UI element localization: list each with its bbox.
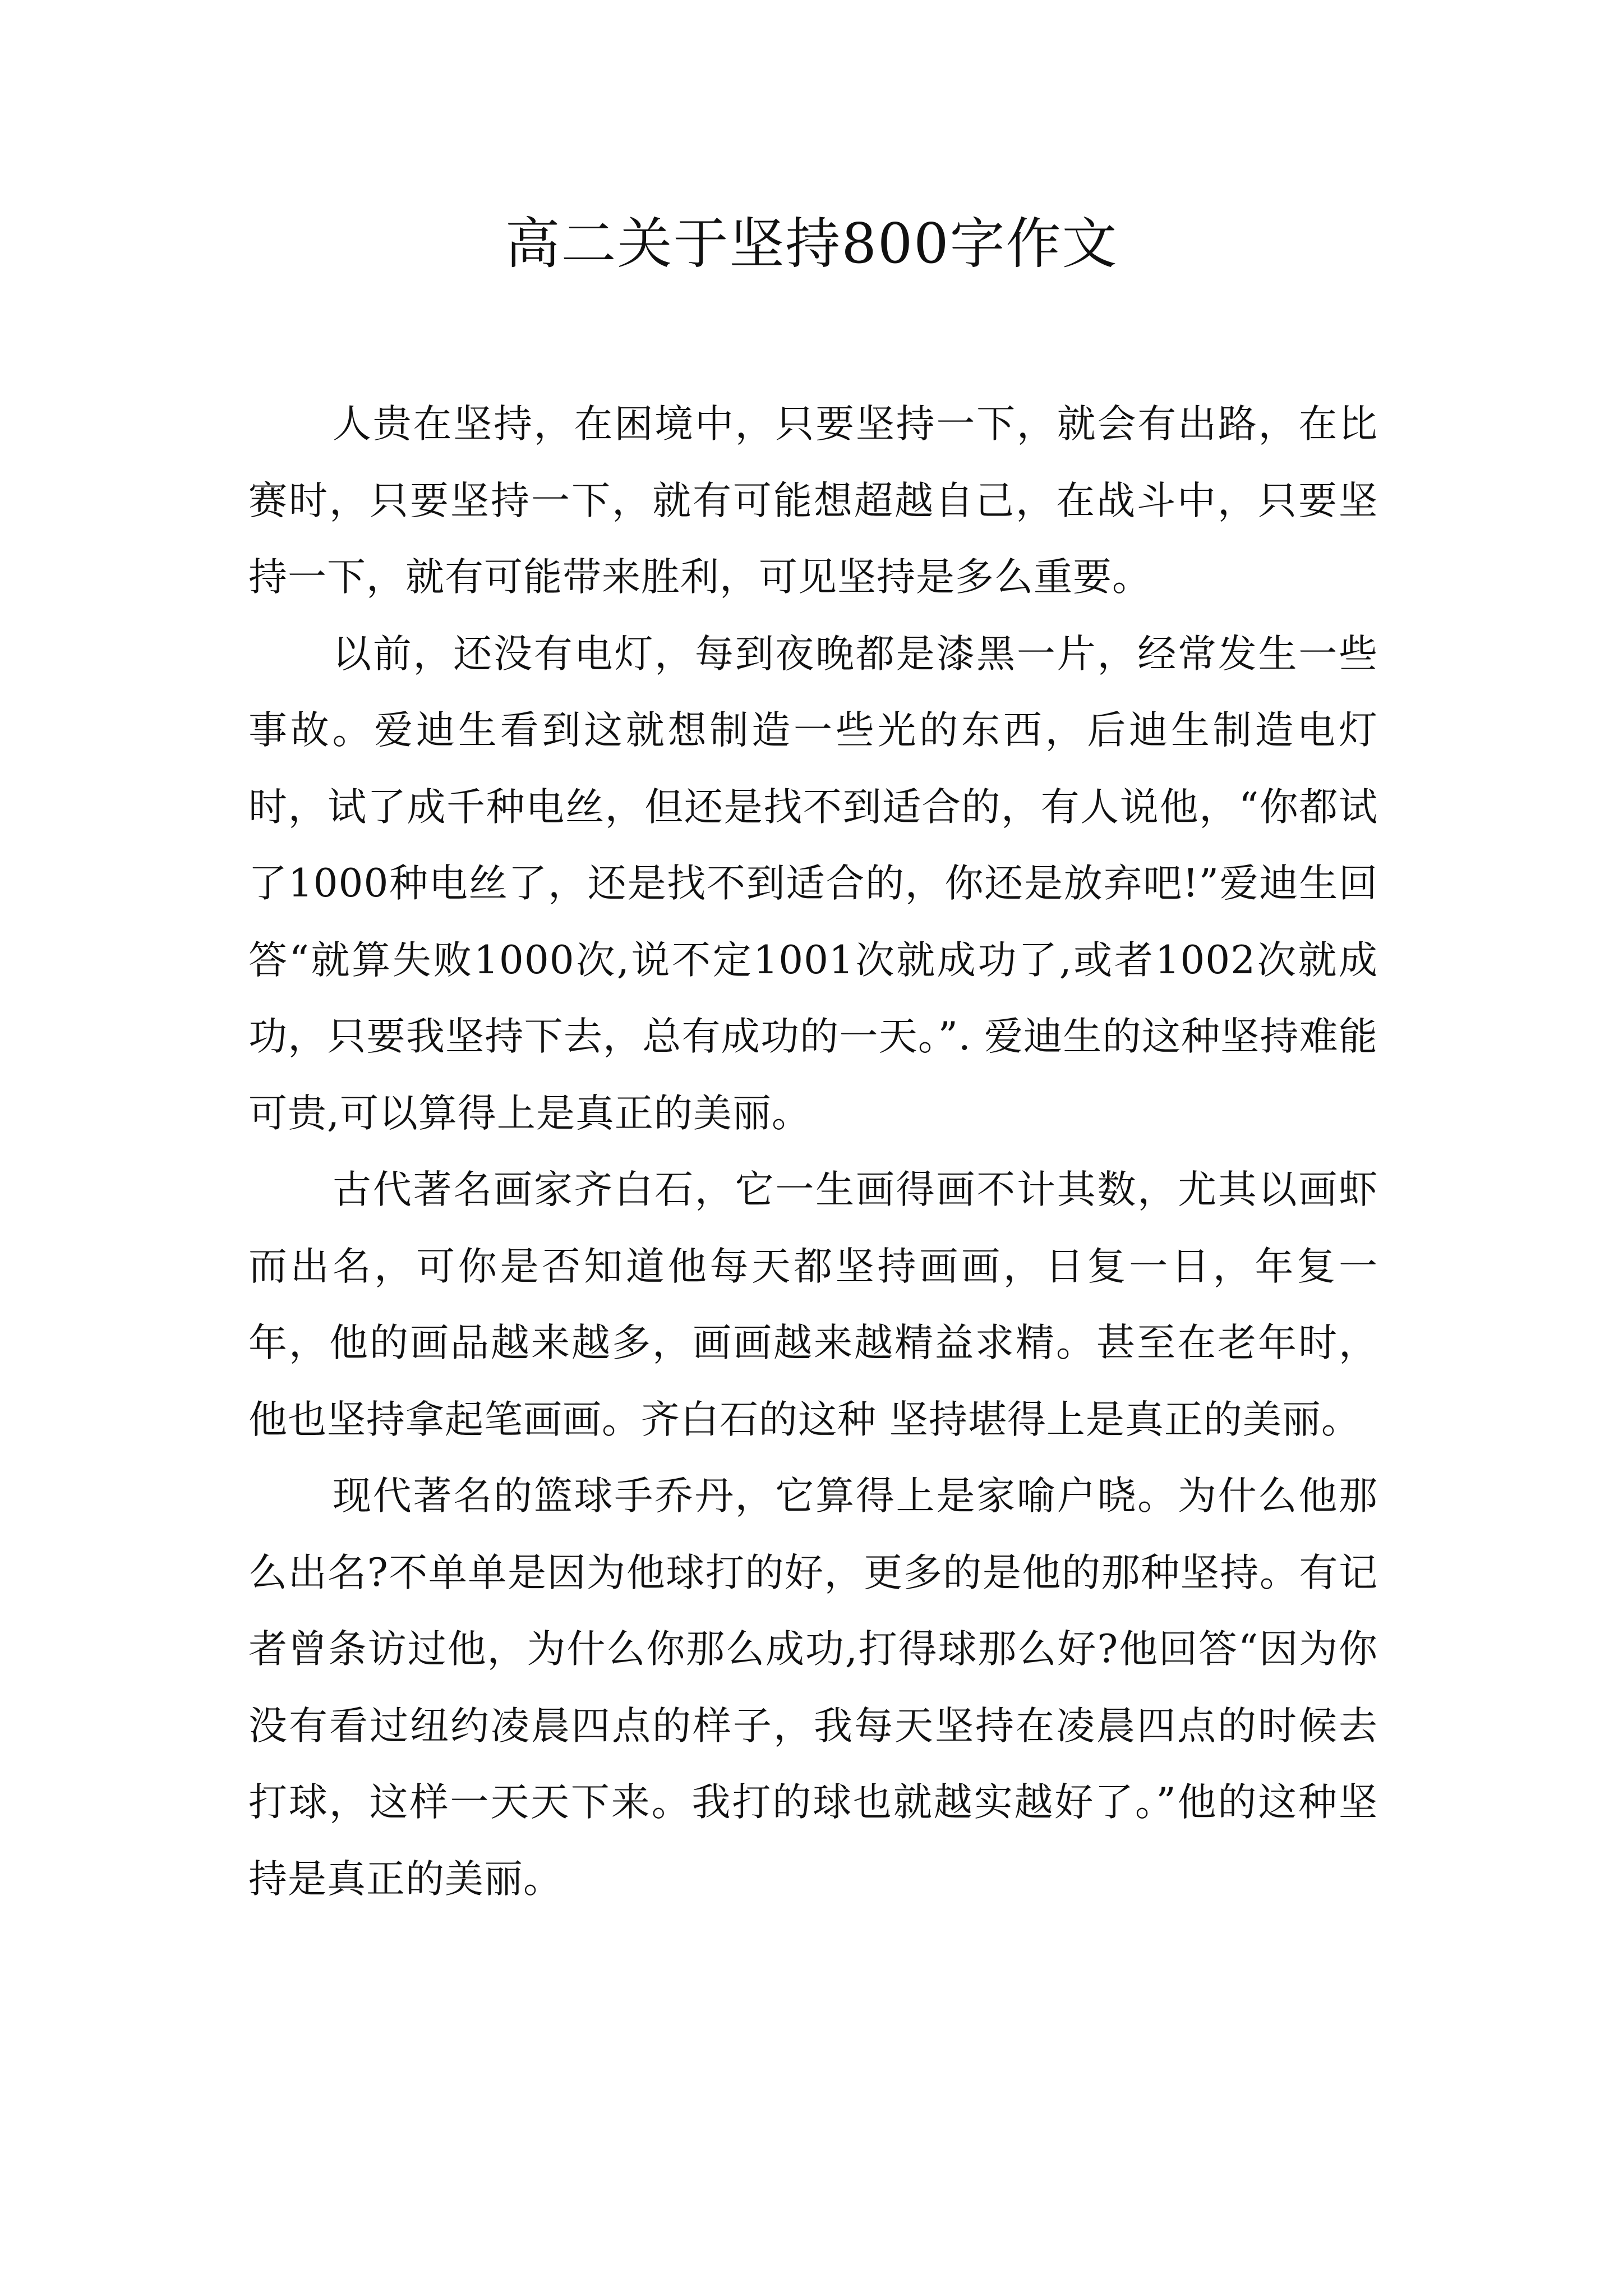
paragraph-4: 现代著名的篮球手乔丹，它算得上是家喻户晓。为什么他那么出名?不单单是因为他球打的好，更多的是他的那种坚持。有记者曾条访过他，为什么你那么成功,打得球那么好?他回答“因为你没有看过纽约凌晨四点的样子，我每天坚持在凌晨四点的时候去打球，这样一天天下来。我打的球也就越实越好了。”他的这种坚持是真正的美丽。: [248, 1474, 1378, 1902]
document-title: 高二关于坚持800字作文: [505, 212, 1118, 276]
paragraph-3: 古代著名画家齐白石，它一生画得画不计其数，尤其以画虾而出名，可你是否知道他每天都坚持画画，日复一日，年复一年，他的画品越来越多，画画越来越精益求精。甚至在老年时，他也坚持拿起笔画画。齐白石的这种 坚持堪得上是真正的美丽。: [248, 1167, 1378, 1442]
paragraph-2: 以前，还没有电灯，每到夜晚都是漆黑一片，经常发生一些事故。爱迪生看到这就想制造一些光的东西，后迪生制造电灯时，试了成千种电丝，但还是找不到适合的，有人说他，“你都试了1000种电丝了，还是找不到适合的，你还是放弃吧!”爱迪生回答“就算失败1000次,说不定1001次就成功了,或者1002次就成功，只要我坚持下去，总有成功的一天。”. 爱迪生的这种坚持难能可贵,可以算得上是真正的美丽。: [248, 631, 1378, 1136]
document-body: [248, 386, 1378, 1917]
paragraph-1: 人贵在坚持，在困境中，只要坚持一下，就会有出路，在比赛时，只要坚持一下，就有可能想超越自己，在战斗中，只要坚持一下，就有可能带来胜利，可见坚持是多么重要。: [248, 402, 1378, 600]
